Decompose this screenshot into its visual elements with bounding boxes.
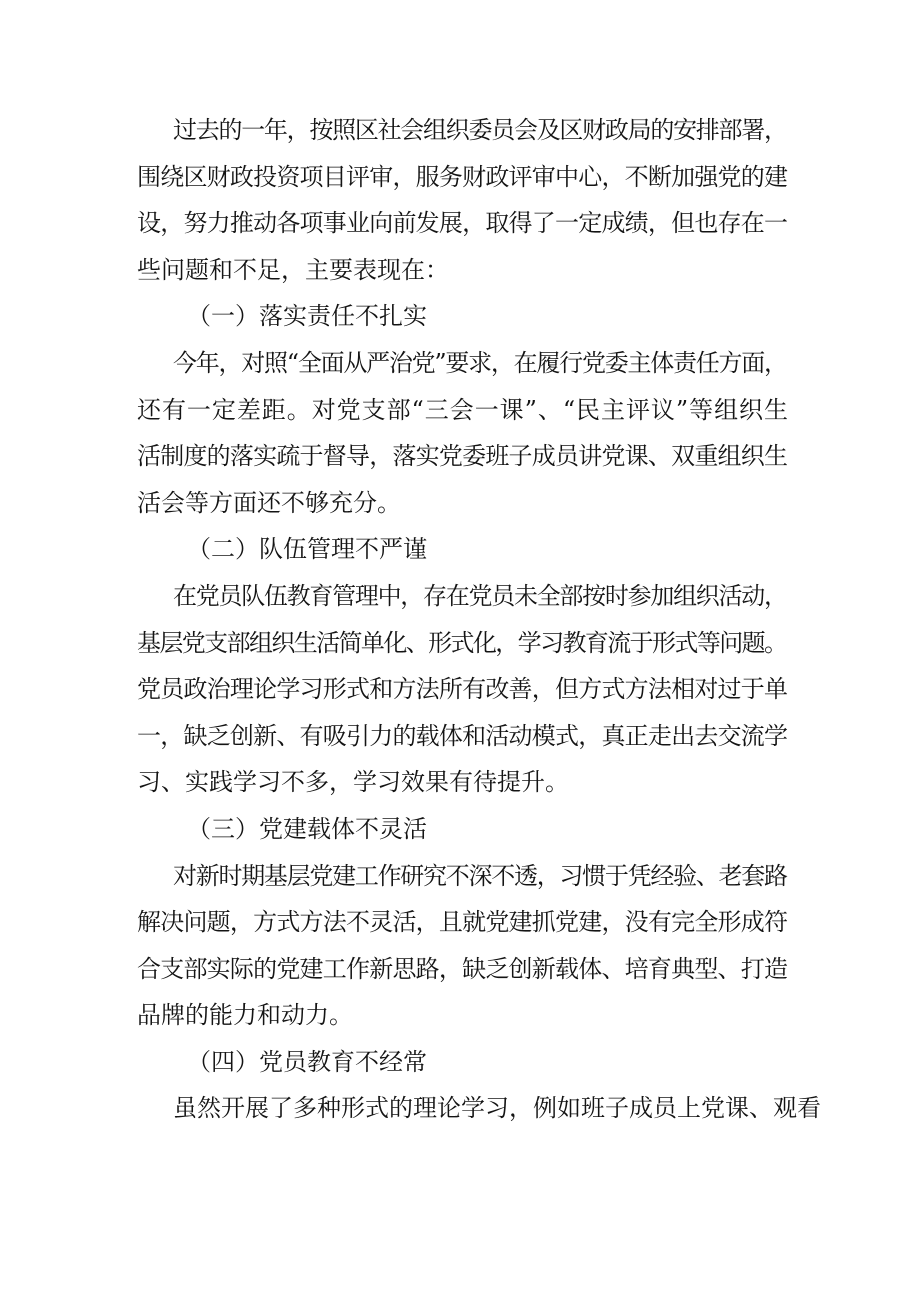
text-line: 基层党支部组织生活简单化、形式化，学习教育流于形式等问题。 xyxy=(137,628,787,657)
text-line: 虽然开展了多种形式的理论学习，例如班子成员上党课、观看 xyxy=(173,1094,821,1123)
text-line: 今年，对照“全面从严治党”要求，在履行党委主体责任方面， xyxy=(173,348,787,377)
document-body xyxy=(137,107,821,1132)
text-line: 党员政治理论学习形式和方法所有改善，但方式方法相对过于单 xyxy=(137,675,788,704)
text-line: 围绕区财政投资项目评审，服务财政评审中心，不断加强党的建 xyxy=(137,162,788,191)
text-line: 过去的一年，按照区社会组织委员会及区财政局的安排部署， xyxy=(173,116,787,144)
body-paragraph xyxy=(137,340,788,526)
text-line: 对新时期基层党建工作研究不深不透，习惯于凭经验、老套路 xyxy=(173,861,787,890)
section-heading: （一）落实责任不扎实 xyxy=(187,302,427,331)
text-line: 习、实践学习不多，学习效果有待提升。 xyxy=(137,768,569,797)
body-paragraph xyxy=(137,107,788,293)
text-line: 在党员队伍教育管理中，存在党员未全部按时参加组织活动， xyxy=(173,581,787,610)
text-line: 解决问题，方式方法不灵活，且就党建抓党建，没有完全形成符 xyxy=(137,908,788,937)
text-line: 合支部实际的党建工作新思路，缺乏创新载体、培育典型、打造 xyxy=(137,954,788,983)
text-line: 品牌的能力和动力。 xyxy=(137,1001,353,1030)
section-heading: （三）党建载体不灵活 xyxy=(187,814,427,843)
text-line: 还有一定差距。对党支部“三会一课”、“民主评议”等组织生 xyxy=(137,395,789,424)
body-paragraph xyxy=(137,1085,821,1132)
text-line: 些问题和不足，主要表现在： xyxy=(137,255,449,284)
text-line: 一，缺乏创新、有吸引力的载体和活动模式，真正走出去交流学 xyxy=(137,721,788,750)
body-paragraph xyxy=(137,853,788,1039)
text-line: 设，努力推动各项事业向前发展，取得了一定成绩，但也存在一 xyxy=(137,209,788,238)
text-line: 活会等方面还不够充分。 xyxy=(137,488,401,517)
section-heading: （四）党员教育不经常 xyxy=(187,1047,427,1076)
section-heading: （二）队伍管理不严谨 xyxy=(187,535,427,564)
body-paragraph xyxy=(137,573,788,806)
text-line: 活制度的落实疏于督导，落实党委班子成员讲党课、双重组织生 xyxy=(137,442,788,471)
